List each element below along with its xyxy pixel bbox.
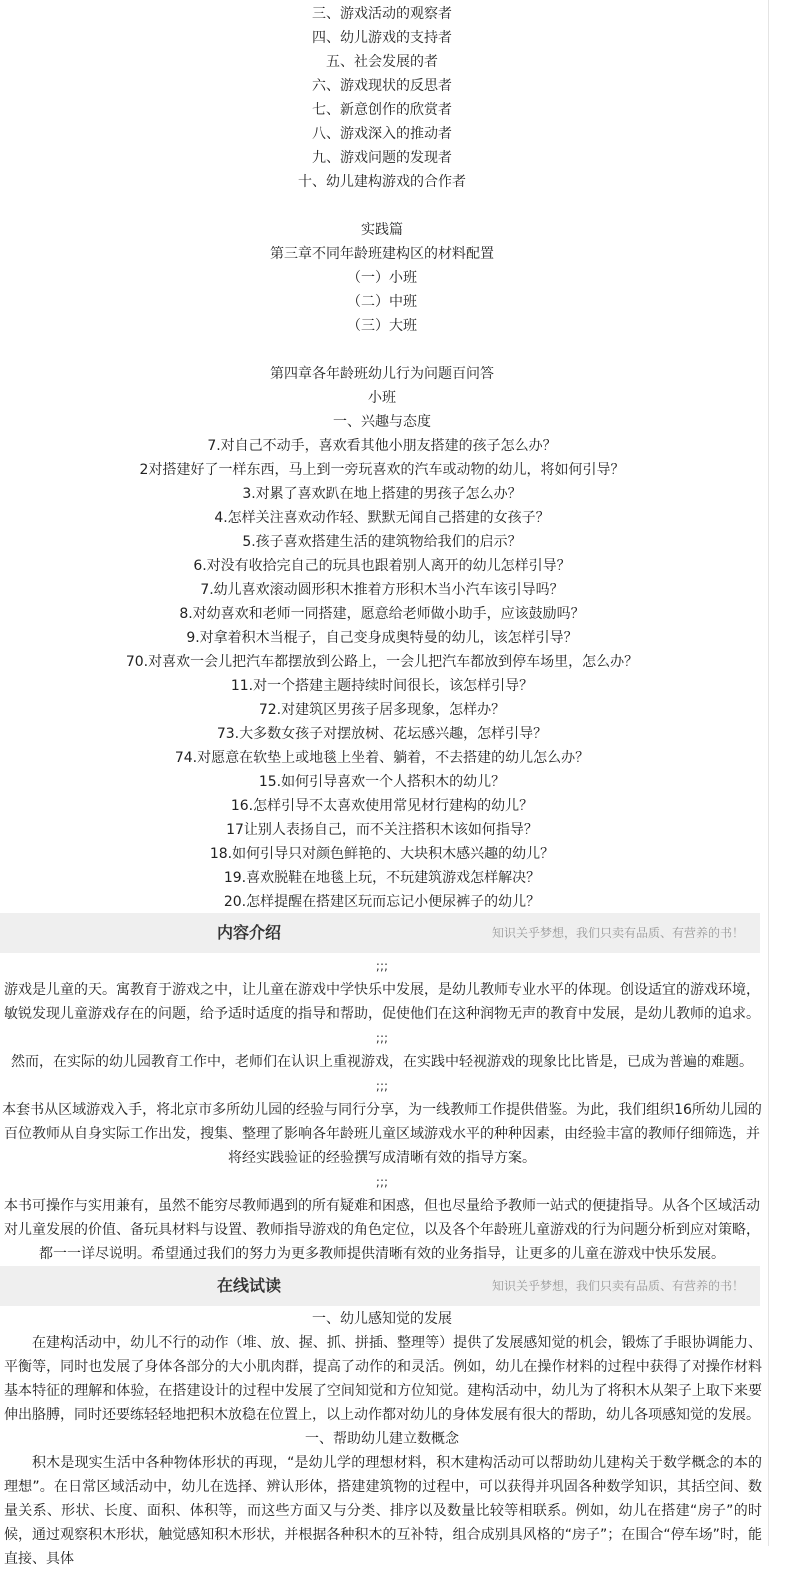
reading-section-header: [0, 1266, 760, 1306]
toc-line: 第三章不同年龄班建构区的材料配置: [270, 246, 494, 262]
toc-line: （三）大班: [347, 318, 417, 334]
separator: ;;;: [375, 1175, 389, 1189]
toc-line: 七、新意创作的欣赏者: [312, 102, 452, 118]
reading-section-slogan: 知识关乎梦想，我们只卖有品质、有营养的书！: [491, 1279, 744, 1293]
toc-line: 15.如何引导喜欢一个人搭积木的幼儿？: [258, 774, 506, 790]
separator: ;;;: [375, 1079, 389, 1093]
table-of-contents: [0, 2, 764, 914]
toc-spacer: [0, 194, 764, 218]
intro-section-slogan: 知识关乎梦想，我们只卖有品质、有营养的书！: [491, 926, 744, 940]
content-introduction: [0, 954, 764, 1266]
toc-line: 19.喜欢脱鞋在地毯上玩，不玩建筑游戏怎样解决？: [223, 870, 541, 886]
toc-spacer: [0, 338, 764, 362]
toc-line: 6.对没有收拾完自己的玩具也跟着别人离开的幼儿怎样引导？: [193, 558, 571, 574]
intro-section-title: 内容介绍: [216, 923, 281, 942]
page-right-rule: [768, 0, 769, 1546]
toc-line: 第四章各年龄班幼儿行为问题百问答: [270, 366, 494, 382]
toc-line: 70.对喜欢一会儿把汽车都摆放到公路上，一会儿把汽车都放到停车场里，怎么办？: [125, 654, 639, 670]
toc-line: 8.对幼喜欢和老师一同搭建，愿意给老师做小助手，应该鼓励吗？: [179, 606, 585, 622]
intro-paragraph: 游戏是儿童的天。寓教育于游戏之中，让儿童在游戏中学快乐中发展，是幼儿教师专业水平的体现。创设适宜的游戏环境，敏锐发现儿童游戏存在的问题，给予适时适度的指导和帮助，促使他们在这种润物无声的教育中发展，是幼儿教师的追求。: [4, 982, 760, 1022]
toc-line: （一）小班: [347, 270, 417, 286]
toc-line: 20.怎样提醒在搭建区玩而忘记小便尿裤子的幼儿？: [223, 894, 541, 910]
toc-line: 2对搭建好了一样东西，马上到一旁玩喜欢的汽车或动物的幼儿，将如何引导？: [139, 462, 625, 478]
toc-line: 11.对一个搭建主题持续时间很长，该怎样引导？: [230, 678, 534, 694]
toc-line: 4.怎样关注喜欢动作轻、默默无闻自己搭建的女孩子？: [214, 510, 550, 526]
toc-line: 7.幼儿喜欢滚动圆形积木推着方形积木当小汽车该引导吗？: [200, 582, 564, 598]
toc-line: 5.孩子喜欢搭建生活的建筑物给我们的启示？: [242, 534, 522, 550]
reading-heading: 一、幼儿感知觉的发展: [312, 1311, 452, 1327]
toc-line: 7.对自己不动手，喜欢看其他小朋友搭建的孩子怎么办？: [207, 438, 557, 454]
separator: ;;;: [375, 1031, 389, 1045]
intro-paragraph: 然而，在实际的幼儿园教育工作中，老师们在认识上重视游戏，在实践中轻视游戏的现象比比皆是，已成为普遍的难题。: [11, 1054, 753, 1070]
toc-line: 3.对累了喜欢趴在地上搭建的男孩子怎么办？: [242, 486, 522, 502]
toc-line: 实践篇: [361, 222, 403, 238]
intro-paragraph: 本套书从区域游戏入手，将北京市多所幼儿园的经验与同行分享，为一线教师工作提供借鉴。为此，我们组织16所幼儿园的百位教师从自身实际工作出发，搜集、整理了影响各年龄班儿童区域游戏水平的种种因素，由经验丰富的教师仔细筛选，并将经实践验证的经验撰写成清晰有效的指导方案。: [2, 1102, 762, 1166]
toc-line: 16.怎样引导不太喜欢使用常见材行建构的幼儿？: [230, 798, 534, 814]
reading-heading: 一、帮助幼儿建立数概念: [305, 1431, 459, 1447]
toc-line: 17让别人表扬自己，而不关注搭积木该如何指导？: [226, 822, 538, 838]
separator: ;;;: [375, 959, 389, 973]
intro-section-header: [0, 913, 760, 953]
reading-paragraph: 积木是现实生活中各种物体形状的再现，“是幼儿学的理想材料，积木建构活动可以帮助幼儿建构关于数学概念的本的理想”。在日常区域活动中，幼儿在选择、辨认形体，搭建建筑物的过程中，可以获得并巩固各种数学知识，其括空间、数量关系、形状、长度、面积、体积等，而这些方面又与分类、排序以及数量比较等相联系。例如，幼儿在搭建“房子”的时候，通过观察积木形状，触觉感知积木形状，并根据各种积木的互补特，组合成别具风格的“房子”；在围合“停车场”时，能直接、具体: [4, 1455, 762, 1567]
toc-line: 四、幼儿游戏的支持者: [312, 30, 452, 46]
toc-line: 五、社会发展的者: [326, 54, 438, 70]
toc-line: 9.对拿着积木当棍子，自己变身成奥特曼的幼儿，该怎样引导？: [186, 630, 578, 646]
toc-line: 18.如何引导只对颜色鲜艳的、大块积木感兴趣的幼儿？: [209, 846, 555, 862]
toc-line: 三、游戏活动的观察者: [312, 6, 452, 22]
toc-line: （二）中班: [347, 294, 417, 310]
toc-line: 72.对建筑区男孩子居多现象，怎样办？: [258, 702, 506, 718]
toc-line: 九、游戏问题的发现者: [312, 150, 452, 166]
intro-paragraph: 本书可操作与实用兼有，虽然不能穷尽教师遇到的所有疑难和困惑，但也尽量给予教师一站式的便捷指导。从各个区域活动对儿童发展的价值、备玩具材料与设置、教师指导游戏的角色定位，以及各个年龄班儿童游戏的行为问题分析到应对策略，都一一详尽说明。希望通过我们的努力为更多教师提供清晰有效的业务指导，让更多的儿童在游戏中快乐发展。: [4, 1198, 760, 1262]
toc-line: 六、游戏现状的反思者: [312, 78, 452, 94]
toc-line: 八、游戏深入的推动者: [312, 126, 452, 142]
toc-line: 小班: [368, 390, 396, 406]
toc-line: 73.大多数女孩子对摆放树、花坛感兴趣，怎样引导？: [216, 726, 548, 742]
reading-section-title: 在线试读: [216, 1276, 281, 1295]
toc-line: 一、兴趣与态度: [333, 414, 431, 430]
toc-line: 十、幼儿建构游戏的合作者: [298, 174, 466, 190]
toc-line: 74.对愿意在软垫上或地毯上坐着、躺着，不去搭建的幼儿怎么办？: [174, 750, 590, 766]
reading-paragraph: 在建构活动中，幼儿不行的动作（堆、放、握、抓、拼插、整理等）提供了发展感知觉的机会，锻炼了手眼协调能力、平衡等，同时也发展了身体各部分的大小肌肉群，提高了动作的和灵活。例如，幼儿在操作材料的过程中获得了对操作材料基本特征的理解和体验，在搭建设计的过程中发展了空间知觉和方位知觉。建构活动中，幼儿为了将积木从架子上取下来要伸出胳膊，同时还要练轻轻地把积木放稳在位置上，以上动作都对幼儿的身体发展有很大的帮助，幼儿各项感知觉的发展。: [4, 1335, 762, 1423]
online-reading: [0, 1307, 764, 1571]
